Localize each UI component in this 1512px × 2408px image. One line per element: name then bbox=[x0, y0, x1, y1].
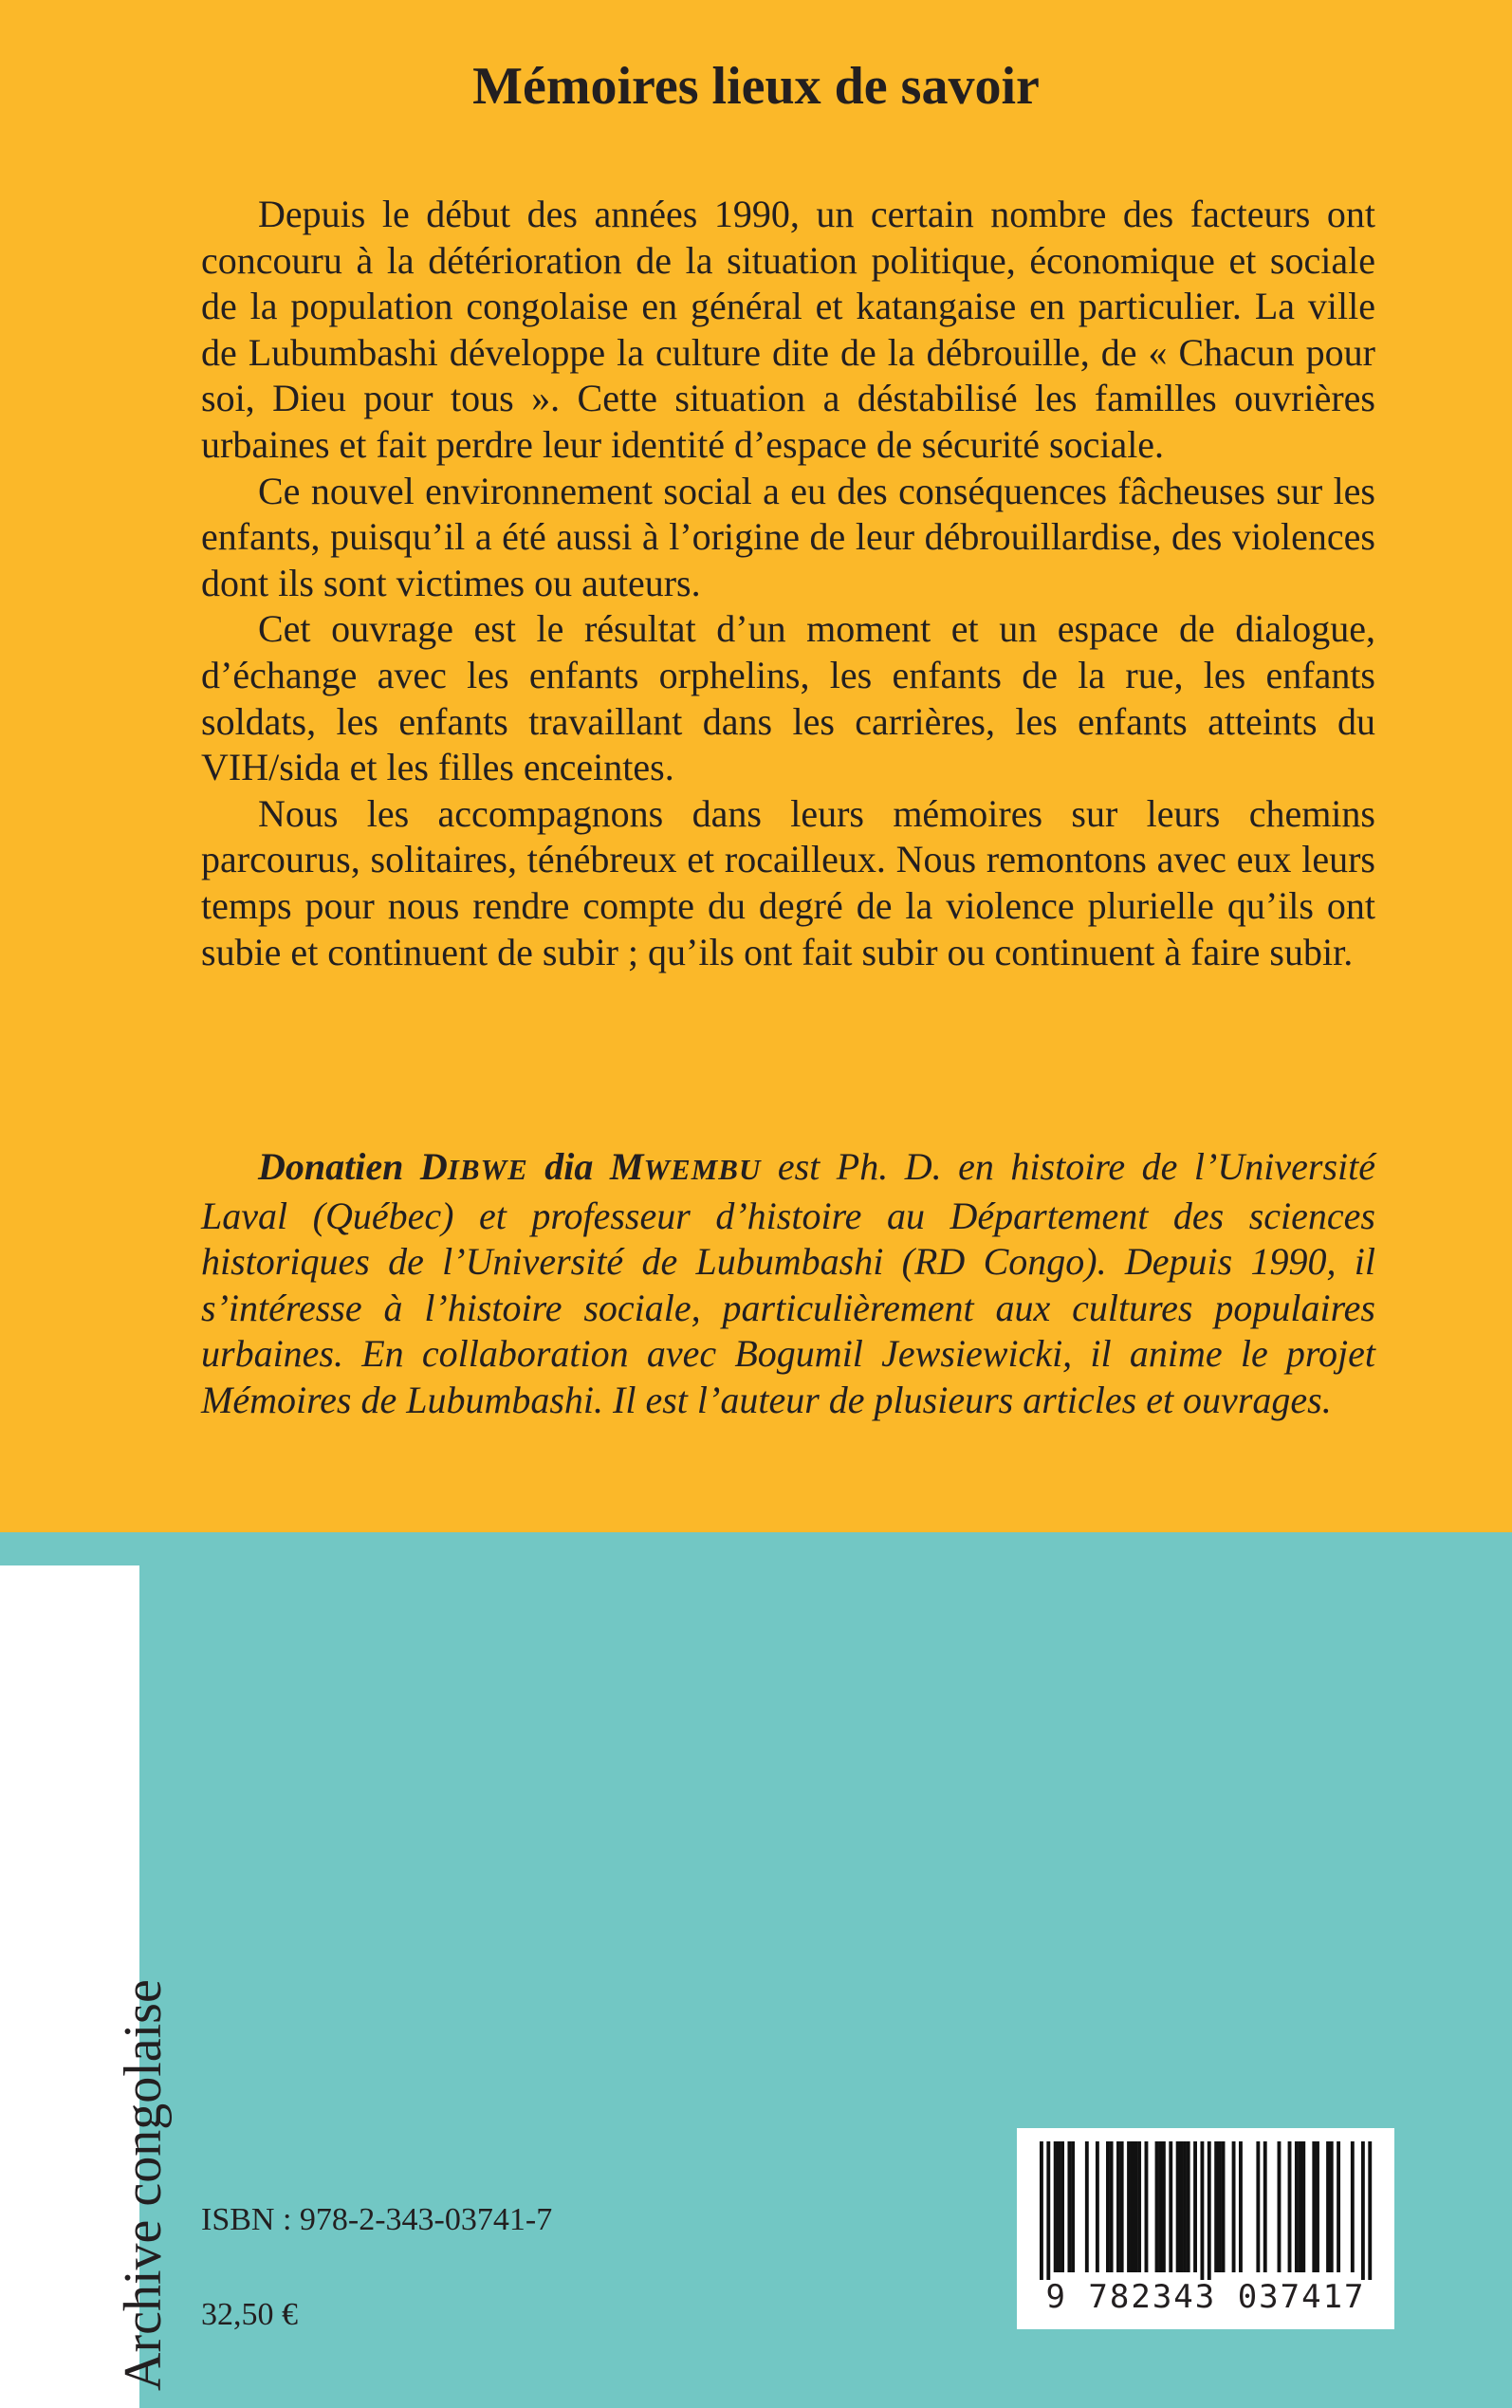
barcode-bar bbox=[1263, 2141, 1267, 2272]
barcode bbox=[1017, 2128, 1394, 2329]
barcode-bar bbox=[1067, 2141, 1071, 2272]
author-name: Donatien DIBWE dia MWEMBU bbox=[258, 1145, 762, 1188]
summary-paragraph: Ce nouvel environnement social a eu des conséquences fâcheuses sur les enfants, puisqu’il a été aussi à l’origine de leur débrouillardise, des violences dont ils sont victimes ou auteurs. bbox=[201, 469, 1375, 604]
author-bio bbox=[201, 1144, 1375, 1424]
barcode-bar bbox=[1256, 2141, 1260, 2272]
barcode-bar bbox=[1071, 2141, 1075, 2272]
barcode-bar bbox=[1218, 2141, 1222, 2272]
barcode-bar bbox=[1162, 2141, 1166, 2272]
barcode-bar bbox=[1106, 2141, 1110, 2272]
summary-paragraph: Cet ouvrage est le résultat d’un moment et un espace de dialogue, d’échange avec les enfants orphelins, les enfants de la rue, les enfants soldats, les enfants travaillant dans les carrières, les enfants atteints du VIH/sida et les filles enceintes. bbox=[201, 607, 1375, 789]
barcode-bar bbox=[1337, 2141, 1340, 2272]
barcode-bar bbox=[1158, 2141, 1162, 2272]
barcode-bar bbox=[1187, 2141, 1190, 2272]
barcode-bar bbox=[1301, 2141, 1305, 2272]
barcode-bar bbox=[1316, 2141, 1319, 2272]
barcode-bar bbox=[1368, 2141, 1372, 2280]
summary-paragraph: Nous les accompagnons dans leurs mémoires sur leurs chemins parcourus, solitaires, ténébreux et rocailleux. Nous remontons avec eux leurs temps pour nous rendre compte du degré de la violence plurielle qu’ils ont subie et continuent de subir ; qu’ils ont fait subir ou continuent à faire subir. bbox=[201, 791, 1375, 973]
summary-text bbox=[201, 192, 1375, 975]
barcode-bar bbox=[1208, 2141, 1211, 2280]
barcode-bar bbox=[1137, 2141, 1141, 2272]
barcode-bar bbox=[1222, 2141, 1226, 2272]
barcode-bar bbox=[1200, 2141, 1204, 2280]
barcode-bar bbox=[1351, 2141, 1355, 2272]
series-name: Archive congolaise bbox=[114, 1979, 173, 2391]
barcode-bar bbox=[1232, 2141, 1236, 2272]
barcode-bar bbox=[1214, 2141, 1218, 2272]
barcode-bar bbox=[1110, 2141, 1114, 2272]
barcode-bar bbox=[1134, 2141, 1137, 2272]
barcode-bar bbox=[1145, 2141, 1149, 2272]
barcode-bar bbox=[1120, 2141, 1124, 2272]
barcode-bar bbox=[1278, 2141, 1282, 2272]
barcode-bar bbox=[1179, 2141, 1183, 2272]
barcode-bar bbox=[1176, 2141, 1180, 2272]
barcode-bar bbox=[1193, 2141, 1197, 2272]
barcode-bar bbox=[1131, 2141, 1134, 2272]
author-bio-text: est Ph. D. en histoire de l’Université Laval (Québec) et professeur d’histoire au Département des sciences historiques de l’Université de Lubumbashi (RD Congo). Depuis 1990, il s’intéresse à l’histoire sociale, particulièrement aux cultures populaires urbaines. En collaboration avec Bogumil Jewsiewicki, il anime le projet Mémoires de Lubumbashi. Il est l’auteur de plusieurs articles et ouvrages. bbox=[201, 1145, 1375, 1421]
isbn-label: ISBN : 978-2-343-03741-7 bbox=[201, 2202, 553, 2237]
barcode-bar bbox=[1116, 2141, 1120, 2272]
barcode-bar bbox=[1326, 2141, 1330, 2272]
barcode-bar bbox=[1096, 2141, 1099, 2272]
barcode-bar bbox=[1330, 2141, 1334, 2272]
barcode-bar bbox=[1169, 2141, 1172, 2272]
barcode-bar bbox=[1239, 2141, 1243, 2272]
barcode-bar bbox=[1183, 2141, 1187, 2272]
barcode-bar bbox=[1361, 2141, 1365, 2280]
barcode-bar bbox=[1127, 2141, 1131, 2272]
barcode-bar bbox=[1299, 2141, 1302, 2272]
price-label: 32,50 € bbox=[201, 2297, 298, 2332]
book-title: Mémoires lieux de savoir bbox=[472, 57, 1040, 116]
barcode-bar bbox=[1054, 2141, 1058, 2272]
barcode-digits: 9 782343 037417 bbox=[1045, 2278, 1366, 2316]
barcode-bars bbox=[1017, 2128, 1394, 2280]
summary-paragraph: Depuis le début des années 1990, un certain nombre des facteurs ont concouru à la détérioration de la situation politique, économique et sociale de la population congolaise en général et katangaise en particulier. La ville de Lubumbashi développe la culture dite de la débrouille, de « Chacun pour soi, Dieu pour tous ». Cette situation a déstabilisé les familles ouvrières urbaines et fait perdre leur identité d’espace de sécurité sociale. bbox=[201, 193, 1375, 466]
barcode-bar bbox=[1288, 2141, 1292, 2272]
barcode-bar bbox=[1060, 2141, 1064, 2272]
barcode-bar bbox=[1046, 2141, 1050, 2280]
barcode-bar bbox=[1155, 2141, 1159, 2272]
barcode-bar bbox=[1057, 2141, 1060, 2272]
barcode-bar bbox=[1295, 2141, 1299, 2272]
barcode-bar bbox=[1040, 2141, 1043, 2280]
barcode-bar bbox=[1312, 2141, 1316, 2272]
barcode-bar bbox=[1085, 2141, 1089, 2272]
